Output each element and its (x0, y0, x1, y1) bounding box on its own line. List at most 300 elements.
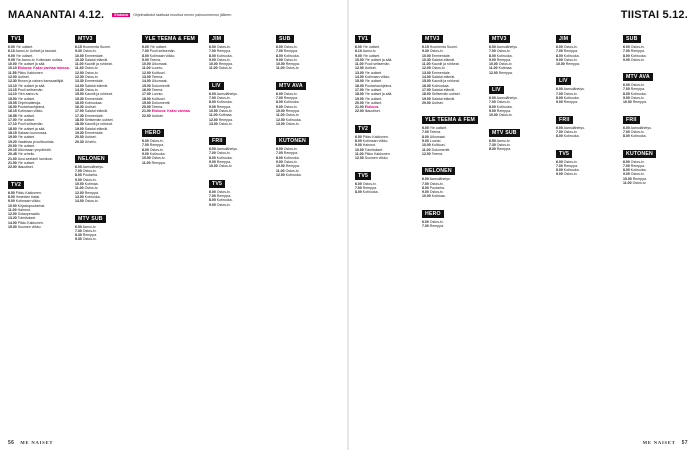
program-time: 22.00 (8, 165, 17, 170)
program-time: 8.00 (8, 194, 15, 199)
program-title: Kirjastopuutarhat. (17, 203, 46, 208)
program-time: 8.00 (556, 168, 563, 173)
program-time: 8.00 (276, 155, 283, 160)
program-time: 7.00 (422, 130, 429, 135)
program-title: Emmerdale. (84, 53, 104, 58)
program-time: 8.00 (623, 53, 630, 58)
program-title: Dokumentti. (151, 83, 171, 88)
program-title: Puutarha. (429, 185, 445, 190)
program-title: Yle uutiset. (17, 96, 36, 101)
program-title: Salatut elämät. (431, 87, 456, 92)
channel-name: NELONEN (75, 155, 108, 163)
program-title: Ostos-tv. (496, 49, 511, 54)
program-time: 7.00 (556, 49, 563, 54)
program-time: 8.00 (209, 198, 216, 203)
channel-name: JIM (556, 35, 571, 43)
program-time: 19.00 (8, 135, 17, 140)
program-title: Aamulähetys. (630, 125, 652, 130)
program-title: Kotiruoka. (216, 100, 233, 105)
program-title: Aamulähetys. (216, 147, 238, 152)
program-time: 20.00 (142, 105, 151, 110)
program-title: Remppa. (563, 49, 578, 54)
program-time: 9.00 (422, 139, 429, 144)
program-entry (422, 224, 487, 228)
program-title: Ohjelmatietoja. (17, 100, 42, 105)
channel-block (556, 108, 621, 139)
program-time: 8.00 (422, 134, 429, 139)
channel-name: MTV AVA (623, 73, 653, 81)
channel-block (209, 129, 274, 168)
program-title: Ostos-tv. (630, 83, 645, 88)
program-time: 21.00 (142, 109, 151, 114)
program-title: Ostos-tv. (82, 228, 97, 233)
program-title: Ulkomaat. (151, 62, 168, 67)
program-time: 6.00 (75, 164, 82, 169)
program-title: Pikku Kakkonen. (362, 134, 389, 139)
program-time: 13.15 (8, 87, 17, 92)
program-time: 7.00 (623, 163, 630, 168)
program-title: Seitsemän uutiset. (84, 118, 114, 123)
program-title: Hahmot. (362, 143, 377, 148)
program-time: 17.10 (8, 122, 17, 127)
channel-block (556, 69, 621, 104)
program-time: 9.00 (75, 177, 82, 182)
program-time: 19.00 (142, 100, 151, 105)
program-title: Teema. (151, 75, 164, 80)
program-title: Kotiruoka. (283, 53, 300, 58)
program-time: 10.00 (276, 62, 285, 67)
program-title: Dokumentti. (431, 147, 451, 152)
program-title: Uutiset. (151, 113, 164, 118)
program-title: Kotiruoka. (285, 117, 302, 122)
program-title: Ostos-tv. (216, 151, 231, 156)
program-title: Ostos-tv. (84, 199, 99, 204)
program-title: Ostos-tv. (563, 91, 578, 96)
program-time: 6.00 (623, 83, 630, 88)
program-title: Salatut elämät. (84, 57, 109, 62)
channel-name: LIV (209, 82, 224, 90)
program-title: Puoli seitsemän. (17, 87, 44, 92)
program-time: 11.00 (142, 66, 151, 71)
program-title: Ostos-tv. (283, 57, 298, 62)
program-entry (8, 165, 73, 169)
program-title: Kotimaa. (431, 194, 446, 199)
program-title: Aamu-tv. (496, 138, 511, 143)
channel-block (209, 74, 274, 126)
program-title: Ostos-tv. (283, 91, 298, 96)
program-title: Luonto. (429, 139, 442, 144)
program-time: 13.00 (276, 121, 285, 126)
program-time: 6.15 (422, 45, 429, 49)
program-title: Remppa. (563, 163, 578, 168)
channel-name: MTV SUB (489, 129, 520, 137)
program-time: 9.00 (276, 57, 283, 62)
program-time: 10.00 (355, 57, 364, 62)
channel-name: KUTONEN (276, 137, 309, 145)
program-title: Emmerdale. (84, 96, 104, 101)
program-time: 7.30 (489, 142, 496, 147)
program-time: 6.00 (556, 125, 563, 130)
program-entry (209, 203, 274, 207)
program-time: 7.00 (209, 96, 216, 101)
program-title: Aamulähetys. (496, 45, 518, 49)
program-title: Ostos-tv. (630, 159, 645, 164)
program-time: 8.00 (209, 155, 216, 160)
channel-name: YLE TEEMA & FEM (142, 35, 198, 43)
program-time: 16.00 (8, 105, 17, 110)
program-time: 17.30 (75, 113, 84, 118)
program-time: 6.00 (142, 45, 149, 49)
program-entry (75, 199, 140, 203)
right-magazine-name: ME NAISET (642, 440, 676, 445)
program-time: 6.00 (276, 45, 283, 49)
program-title: Remppa. (285, 108, 300, 113)
program-title: Uutiset. (84, 105, 97, 110)
program-time: 6.00 (489, 45, 496, 49)
program-time: 7.00 (209, 193, 216, 198)
program-time: 15.30 (75, 96, 84, 101)
channel-block (623, 27, 688, 62)
program-title: Suomen viikko. (17, 224, 42, 229)
program-title: Kotimaan viikko. (362, 139, 389, 144)
program-time: 9.00 (556, 172, 563, 177)
program-time: 9.00 (276, 104, 283, 109)
program-title: Yle uutiset. (17, 135, 36, 140)
program-title: Ostos-tv. (216, 96, 231, 101)
program-time: 12.00 (276, 117, 285, 122)
program-entry (489, 147, 554, 151)
channel-block (623, 142, 688, 186)
program-entry (556, 100, 621, 104)
program-entry (556, 134, 621, 138)
program-title: Emmerdale. (431, 53, 451, 58)
program-time: 9.00 (142, 151, 149, 156)
channel-block (489, 121, 554, 152)
program-title: Ostos-tv. (632, 181, 647, 186)
channel-block (142, 27, 207, 118)
channel-block (422, 202, 487, 229)
program-title: Ylen aamu-tv. (17, 92, 40, 97)
program-entry (209, 164, 274, 168)
channel-block (209, 27, 274, 71)
program-title: Ostos-tv. (285, 168, 300, 173)
channel-name: TV1 (355, 35, 371, 43)
program-time: 9.30 (75, 237, 82, 242)
program-time: 7.00 (422, 181, 429, 186)
program-title: Salatut elämät. (431, 75, 456, 80)
program-title: Kotiruoka. (496, 53, 513, 58)
program-time: 8.00 (489, 104, 496, 109)
program-time: 19.00 (422, 96, 431, 101)
program-time: 12.00 (209, 117, 218, 122)
program-title: Kulttuuri. (431, 143, 446, 148)
channel-block (489, 27, 554, 75)
program-title: Remppa. (362, 185, 377, 190)
program-title: Ostos-tv. (630, 129, 645, 134)
program-time: 19.20 (8, 139, 17, 144)
program-time: 12.00 (422, 66, 431, 71)
program-time: 12.00 (75, 190, 84, 195)
program-title: Aamu-tv. (362, 49, 377, 54)
program-time: 10.00 (276, 164, 285, 169)
program-time: 8.00 (623, 168, 630, 173)
program-title: Ostos-tv. (285, 121, 300, 126)
program-title: Uutiset. (84, 135, 97, 140)
program-title: Yle uutiset. (15, 53, 34, 58)
program-time: 6.10 (8, 49, 15, 54)
program-title: Remppa. (82, 233, 97, 238)
program-title: Remppa. (283, 49, 298, 54)
channel-block (276, 129, 341, 177)
program-title: Aamulähetys. (82, 164, 104, 169)
program-title: Aamulähetys. (563, 125, 585, 130)
channel-block (355, 117, 420, 161)
program-time: 12.00 (489, 70, 498, 75)
program-entry (489, 113, 554, 117)
program-entry (209, 66, 274, 70)
program-title: Yle uutiset. (364, 79, 383, 84)
program-time: 8.00 (209, 100, 216, 105)
program-time: 12.00 (422, 151, 431, 156)
channel-block (623, 65, 688, 104)
program-title: Salatut elämät. (84, 109, 109, 114)
program-title: Ostos-tv. (429, 49, 444, 54)
program-time: 6.00 (489, 96, 496, 101)
program-time: 20.00 (422, 100, 431, 105)
program-time: 6.00 (556, 159, 563, 164)
program-title: Ostos-tv. (563, 172, 578, 177)
program-title: Kauniit ja rohkeat. (431, 62, 460, 67)
program-title: Ostos-tv. (496, 142, 511, 147)
program-title: Remppa. (149, 143, 164, 148)
program-title: Elokuva: Kaksi vanhaa. (151, 109, 191, 114)
program-title: Kotiruoka. (630, 91, 647, 96)
program-title: Emmerdale. (84, 113, 104, 118)
program-time: 7.00 (556, 129, 563, 134)
program-time: 16.15 (8, 109, 17, 114)
program-title: Emmerdale. (431, 70, 451, 75)
channel-name: MTV3 (489, 35, 510, 43)
program-time: 10.00 (8, 62, 17, 67)
program-time: 16.00 (142, 87, 151, 92)
channel-name: KUTONEN (623, 150, 656, 158)
program-time: 11.00 (209, 66, 218, 71)
program-title: Kauniit ja rohkeat. (431, 79, 460, 84)
program-time: 19.00 (355, 96, 364, 101)
program-time: 12.00 (355, 156, 364, 161)
channel-block (75, 207, 140, 242)
program-time: 12.00 (355, 66, 364, 71)
program-title: Ihmeiden tiistai. (15, 194, 41, 199)
program-title: Kulttuuri. (151, 96, 166, 101)
program-time: 10.30 (422, 57, 431, 62)
program-time: 9.00 (623, 57, 630, 62)
program-entry (422, 194, 487, 198)
program-time: 8.00 (276, 100, 283, 105)
program-time: 6.50 (8, 190, 15, 195)
program-title: Ostos-tv. (216, 202, 231, 207)
program-title: Remppa. (151, 160, 166, 165)
program-time: 8.00 (623, 91, 630, 96)
program-time: 7.00 (276, 151, 283, 156)
program-time: 18.00 (142, 96, 151, 101)
program-title: Toimitukset. (17, 216, 37, 221)
program-time: 8.00 (355, 190, 362, 195)
program-title: Brown ja naisen kanssaeläjät. (17, 79, 65, 84)
program-time: 9.00 (422, 190, 429, 195)
program-title: Ostos-tv. (82, 169, 97, 174)
program-time: 8.00 (556, 134, 563, 139)
listing-column (75, 27, 140, 435)
program-title: Yle uutiset. (17, 143, 36, 148)
program-entry (276, 66, 341, 70)
program-title: Ostos-tv. (630, 45, 645, 49)
program-time: 8.00 (422, 185, 429, 190)
program-title: Yle uutiset ja sää. (364, 92, 393, 97)
channel-name: HERO (142, 129, 164, 137)
program-title: Ostos-tv. (429, 219, 444, 224)
program-time: 19.30 (75, 130, 84, 135)
left-folio (8, 438, 53, 447)
program-title: Ostos-tv. (563, 129, 578, 134)
program-time: 10.00 (75, 53, 84, 58)
program-title: Yle uutiset. (364, 70, 383, 75)
program-time: 6.00 (623, 45, 630, 49)
program-time: 13.00 (422, 70, 431, 75)
program-time: 11.00 (489, 66, 498, 71)
program-time: 9.00 (623, 172, 630, 177)
program-title: Yle uutiset ja sää. (364, 57, 393, 62)
program-title: Ostos-tv. (630, 57, 645, 62)
channel-block (355, 164, 420, 195)
program-title: Remppa. (630, 163, 645, 168)
program-time: 9.00 (355, 143, 362, 148)
program-title: Remppa. (285, 164, 300, 169)
program-time: 20.15 (8, 148, 17, 153)
program-title: Ostos-tv. (149, 147, 164, 152)
channel-name: MTV SUB (75, 215, 106, 223)
program-title: Yle uutiset. (17, 161, 36, 166)
program-title: Kauniit ja rohkeat. (84, 62, 113, 67)
program-time: 6.00 (355, 45, 362, 49)
program-title: Kotiruoka. (496, 104, 513, 109)
left-date-title: MAANANTAI 4.12. (8, 9, 105, 21)
program-title: Kauniit ja rohkeat. (84, 122, 113, 127)
program-title: Aamulähetys. (563, 87, 585, 92)
program-time: 11.00 (422, 147, 431, 152)
program-title: Ostos-tv. (82, 177, 97, 182)
program-time: 11.30 (75, 66, 84, 71)
program-title: Remppa. (632, 100, 647, 105)
program-time: 6.00 (556, 45, 563, 49)
program-title: Ulkomaat. (429, 134, 446, 139)
program-title: Aamulähetys. (496, 96, 518, 101)
program-time: 13.00 (142, 75, 151, 80)
program-time: 9.00 (276, 160, 283, 165)
program-time: 15.00 (75, 92, 84, 97)
channel-block (8, 27, 73, 170)
program-time: 9.00 (489, 57, 496, 62)
program-time: 8.00 (623, 134, 630, 139)
listing-column (623, 27, 688, 435)
program-time: 21.00 (8, 156, 17, 161)
program-title: Ostos-tv. (283, 45, 298, 49)
program-time: 7.30 (75, 228, 82, 233)
program-time: 8.00 (142, 53, 149, 58)
channel-name: JIM (209, 35, 224, 43)
program-title: Pikku Kakkonen. (17, 220, 44, 225)
channel-block (489, 78, 554, 117)
program-title: Pikku Kakkonen. (17, 70, 44, 75)
program-title: Emmerdale. (84, 79, 104, 84)
program-title: Kotimaan viikko. (15, 199, 42, 204)
program-time: 7.00 (209, 49, 216, 54)
program-time: 10.10 (8, 66, 17, 71)
program-time: 12.00 (276, 172, 285, 177)
program-entry (142, 114, 207, 118)
right-date-title: TIISTAI 5.12. (620, 9, 688, 21)
program-time: 6.50 (75, 224, 82, 229)
program-title: Teema. (151, 87, 164, 92)
program-title: Remppa. (84, 190, 99, 195)
program-time: 6.00 (355, 181, 362, 186)
program-title: Kotiruoka. (149, 151, 166, 156)
program-time: 10.00 (276, 108, 285, 113)
program-time: 10.00 (209, 108, 218, 113)
channel-block (142, 121, 207, 165)
program-title: Uutiset. (431, 100, 444, 105)
program-title: Yle urheilu. (17, 152, 36, 157)
program-time: 6.00 (276, 91, 283, 96)
program-time: 8.00 (489, 53, 496, 58)
program-time: 20.00 (75, 135, 84, 140)
program-time: 13.30 (75, 79, 84, 84)
program-time: 14.00 (422, 75, 431, 80)
program-title: Ostos-tv. (285, 113, 300, 118)
program-title: Kotiruoka. (630, 168, 647, 173)
program-time: 10.00 (209, 62, 218, 67)
program-time: 12.00 (75, 70, 84, 75)
program-time: 15.00 (8, 224, 17, 229)
program-time: 14.00 (75, 83, 84, 88)
channel-block (556, 27, 621, 66)
program-title: Remppa. (283, 151, 298, 156)
program-time: 16.00 (75, 100, 84, 105)
program-title: Kotiruoka. (630, 134, 647, 139)
program-title: Aamu-tv Uutiset ja taustat. (15, 49, 57, 54)
program-title: Ostos-tv. (285, 66, 300, 71)
program-title: Ulkomaan ympäristöt. (17, 148, 52, 153)
program-title: Kotiruoka. (216, 198, 233, 203)
program-title: Kotiruokaa. (84, 100, 103, 105)
program-time: 9.00 (209, 104, 216, 109)
program-time: 20.00 (8, 143, 17, 148)
program-time: 10.00 (209, 164, 218, 169)
program-title: Pikku Kakkonen. (15, 190, 42, 195)
program-time: 7.00 (276, 96, 283, 101)
program-time: 6.00 (209, 91, 216, 96)
program-time: 14.30 (75, 87, 84, 92)
program-time: 7.00 (623, 87, 630, 92)
program-title: Ostos-tv. (84, 186, 99, 191)
program-title: Yle uutiset. (429, 126, 448, 131)
program-time: 12.00 (8, 75, 17, 80)
channel-block (623, 108, 688, 139)
program-title: Ostos-tv. (496, 100, 511, 105)
legend (112, 13, 231, 17)
program-title: Kotimaan viikko. (17, 109, 44, 114)
program-title: Ostos-tv. (283, 104, 298, 109)
